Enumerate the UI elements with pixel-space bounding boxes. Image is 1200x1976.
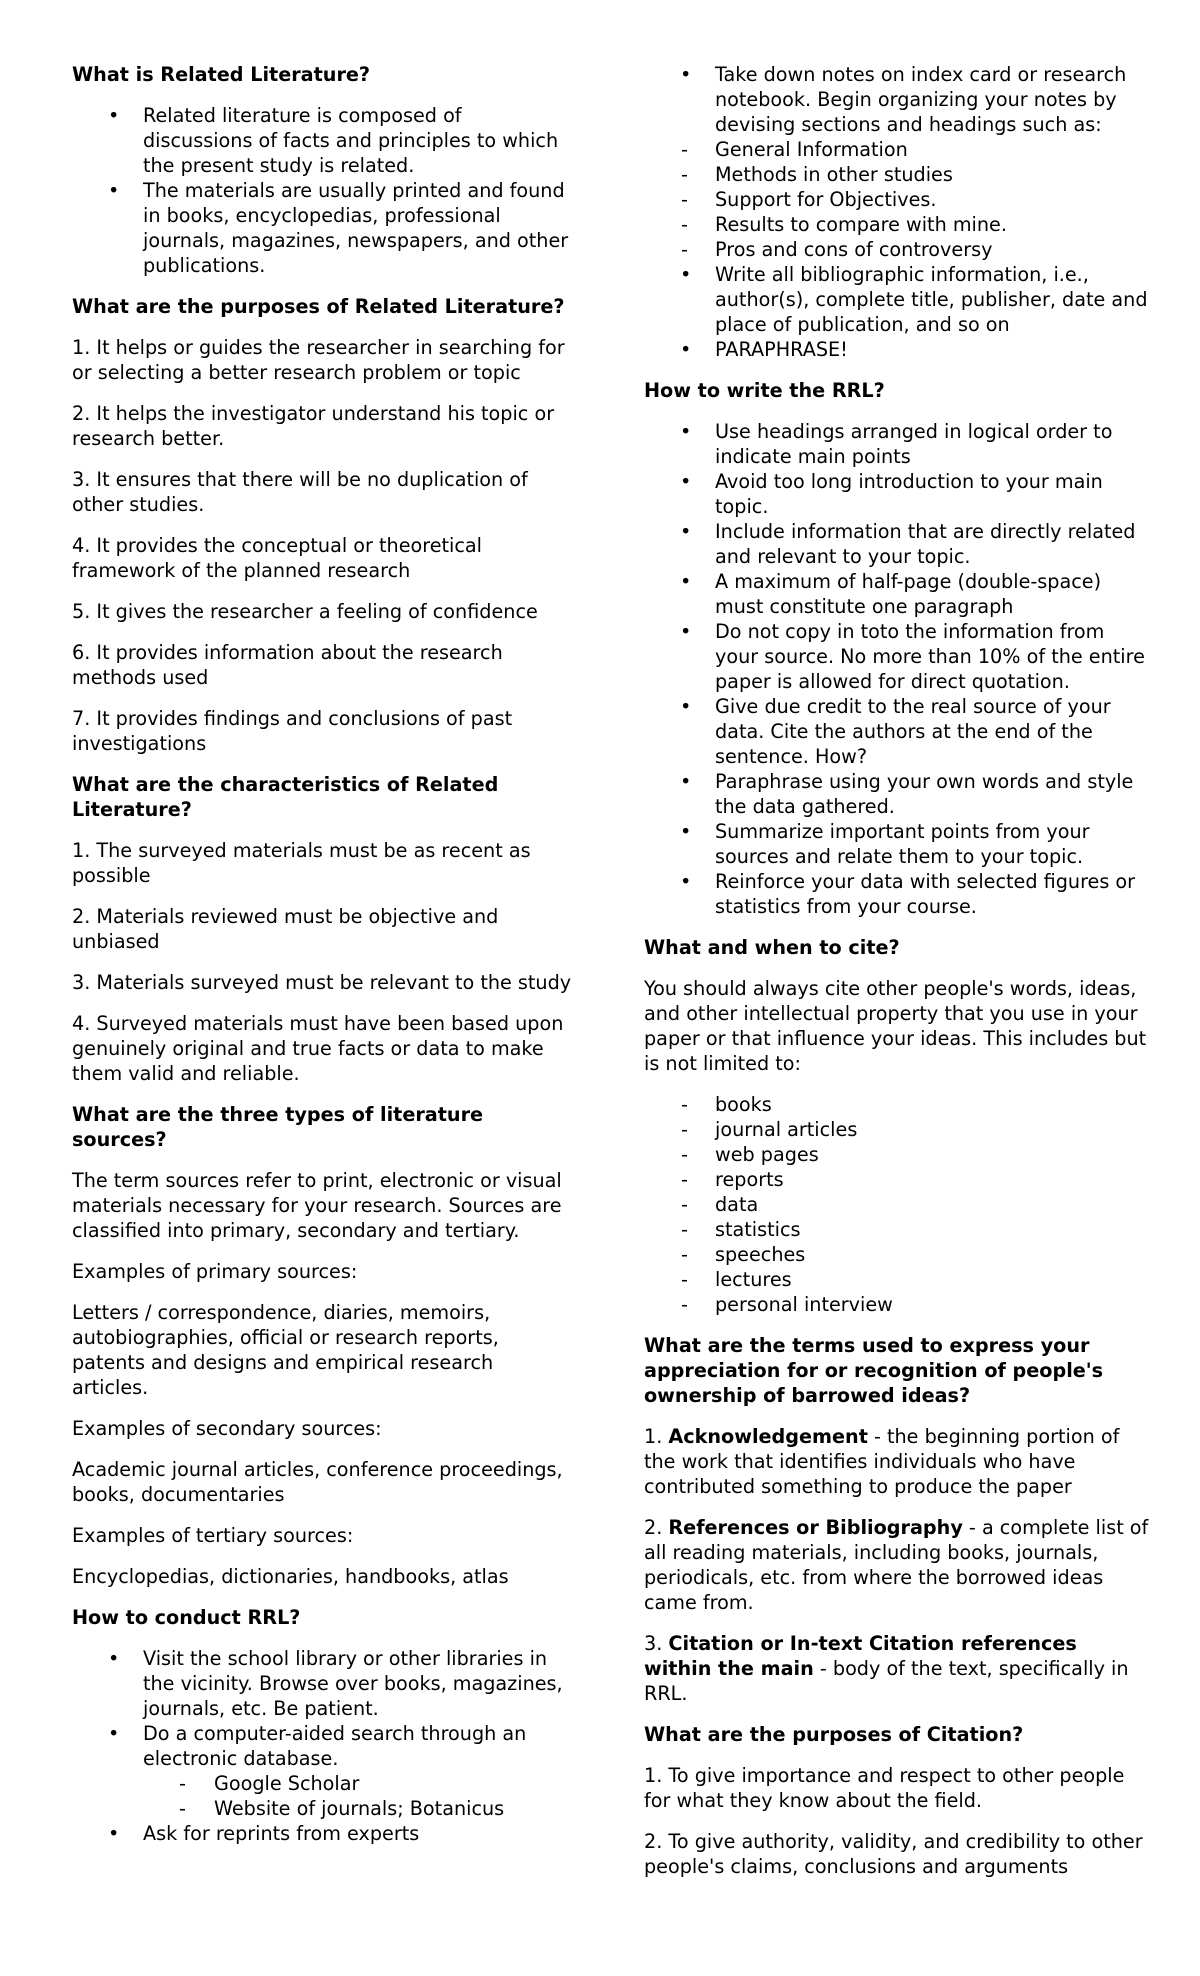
list-item: • Write all bibliographic information, i.e., author(s), complete title, publisher, date and place of publication, and so on [644, 262, 1149, 337]
list-item: • Paraphrase using your own words and style the data gathered. [644, 769, 1149, 819]
list-item: • PARAPHRASE! [644, 337, 1149, 362]
list-item: • Take down notes on index card or research notebook. Begin organizing your notes by devising sections and headings such as: [644, 62, 1149, 137]
term-description: - a complete list of all reading materials, including books, journals, periodicals, etc. from where the borrowed ideas came from. [644, 1516, 1149, 1614]
list-item: • Avoid too long introduction to your main topic. [644, 469, 1149, 519]
purpose-item: 3. It ensures that there will be no duplication of other studies. [72, 468, 528, 516]
dash-item: - Support for Objectives. [644, 187, 1149, 212]
purpose-item: 5. It gives the researcher a feeling of confidence [72, 600, 538, 623]
heading-literature-sources: What are the three types of literature sources? [72, 1103, 484, 1151]
primary-sources-text: Letters / correspondence, diaries, memoirs, autobiographies, official or research reports, patents and designs and empirical research articles. [72, 1301, 499, 1399]
heading-purposes-citation: What are the purposes of Citation? [644, 1723, 1024, 1746]
heading-related-literature: What is Related Literature? [72, 63, 371, 86]
dash-item: - speeches [644, 1242, 1149, 1267]
dash-item: - Results to compare with mine. [644, 212, 1149, 237]
list-item: • Summarize important points from your sources and relate them to your topic. [644, 819, 1149, 869]
purpose-item: 6. It provides information about the research methods used [72, 641, 503, 689]
list-item: • Ask for reprints from experts [72, 1821, 572, 1846]
heading-terms: What are the terms used to express your appreciation for or recognition of people's ownership of barrowed ideas? [644, 1334, 1104, 1407]
dash-item: - statistics [644, 1217, 1149, 1242]
heading-conduct-rrl: How to conduct RRL? [72, 1606, 301, 1629]
purpose-item: 7. It provides findings and conclusions of past investigations [72, 707, 513, 755]
left-column [72, 62, 572, 1862]
citation-purpose-item: 1. To give importance and respect to other people for what they know about the field. [644, 1764, 1125, 1812]
dash-item: - lectures [644, 1267, 1149, 1292]
cite-items-list [644, 1092, 1149, 1317]
dash-item: - Pros and cons of controversy [644, 237, 1149, 262]
characteristic-item: 2. Materials reviewed must be objective and unbiased [72, 905, 499, 953]
related-literature-bullets [72, 103, 572, 278]
list-item: • Do not copy in toto the information from your source. No more than 10% of the entire paper is allowed for direct quotation. [644, 619, 1149, 694]
list-item: • Do a computer-aided search through an electronic database. [72, 1721, 572, 1771]
term-item [644, 1424, 1149, 1499]
dash-item: - web pages [644, 1142, 1149, 1167]
dash-item: - data [644, 1192, 1149, 1217]
term-name: Citation or In-text Citation references within the main [644, 1632, 1077, 1680]
secondary-sources-label: Examples of secondary sources: [72, 1417, 382, 1440]
dash-item: - Methods in other studies [644, 162, 1149, 187]
notes-list [644, 62, 1149, 362]
term-description: - body of the text, specifically in RRL. [644, 1657, 1129, 1705]
list-item: • Give due credit to the real source of your data. Cite the authors at the end of the sentence. How? [644, 694, 1149, 769]
sub-list-item: - Website of journals; Botanicus [72, 1796, 572, 1821]
heading-write-rrl: How to write the RRL? [644, 379, 885, 402]
write-rrl-list [644, 419, 1149, 919]
secondary-sources-text: Academic journal articles, conference proceedings, books, documentaries [72, 1458, 563, 1506]
list-item: • Related literature is composed of discussions of facts and principles to which the present study is related. [72, 103, 572, 178]
dash-item: - journal articles [644, 1117, 1149, 1142]
list-item: • The materials are usually printed and found in books, encyclopedias, professional journals, magazines, newspapers, and other publications. [72, 178, 572, 278]
sub-list-item: - Google Scholar [72, 1771, 572, 1796]
term-name: References or Bibliography [668, 1516, 963, 1539]
term-item [644, 1631, 1149, 1706]
heading-what-when-cite: What and when to cite? [644, 936, 900, 959]
citation-purpose-item: 2. To give authority, validity, and credibility to other people's claims, conclusions and arguments [644, 1830, 1143, 1878]
primary-sources-label: Examples of primary sources: [72, 1260, 358, 1283]
list-item: • Include information that are directly related and relevant to your topic. [644, 519, 1149, 569]
term-name: Acknowledgement [668, 1425, 868, 1448]
purpose-item: 4. It provides the conceptual or theoretical framework of the planned research [72, 534, 483, 582]
dash-item: - personal interview [644, 1292, 1149, 1317]
characteristic-item: 1. The surveyed materials must be as recent as possible [72, 839, 531, 887]
purpose-item: 1. It helps or guides the researcher in searching for or selecting a better research problem or topic [72, 336, 565, 384]
purpose-item: 2. It helps the investigator understand his topic or research better. [72, 402, 555, 450]
characteristic-item: 3. Materials surveyed must be relevant to the study [72, 971, 572, 994]
term-number: 2. [644, 1516, 669, 1539]
sources-intro: The term sources refer to print, electronic or visual materials necessary for your research. Sources are classified into primary, secondary and tertiary. [72, 1169, 562, 1242]
term-description: - the beginning portion of the work that identifies individuals who have contributed something to produce the paper [644, 1425, 1120, 1498]
term-item [644, 1515, 1149, 1615]
conduct-rrl-list [72, 1646, 572, 1846]
right-column [644, 62, 1149, 1895]
cite-intro: You should always cite other people's words, ideas, and other intellectual property that you use in your paper or that influence your ideas. This includes but is not limited to: [644, 977, 1147, 1075]
term-number: 3. [644, 1632, 669, 1655]
term-number: 1. [644, 1425, 669, 1448]
list-item: • A maximum of half-page (double-space) must constitute one paragraph [644, 569, 1149, 619]
heading-purposes-related-literature: What are the purposes of Related Literature? [72, 295, 565, 318]
list-item: • Use headings arranged in logical order to indicate main points [644, 419, 1149, 469]
characteristic-item: 4. Surveyed materials must have been based upon genuinely original and true facts or data to make them valid and reliable. [72, 1012, 564, 1085]
dash-item: - General Information [644, 137, 1149, 162]
list-item: • Visit the school library or other libraries in the vicinity. Browse over books, magazines, journals, etc. Be patient. [72, 1646, 572, 1721]
list-item: • Reinforce your data with selected figures or statistics from your course. [644, 869, 1149, 919]
dash-item: - reports [644, 1167, 1149, 1192]
heading-characteristics: What are the characteristics of Related Literature? [72, 773, 499, 821]
dash-item: - books [644, 1092, 1149, 1117]
tertiary-sources-label: Examples of tertiary sources: [72, 1524, 354, 1547]
tertiary-sources-text: Encyclopedias, dictionaries, handbooks, atlas [72, 1565, 509, 1588]
